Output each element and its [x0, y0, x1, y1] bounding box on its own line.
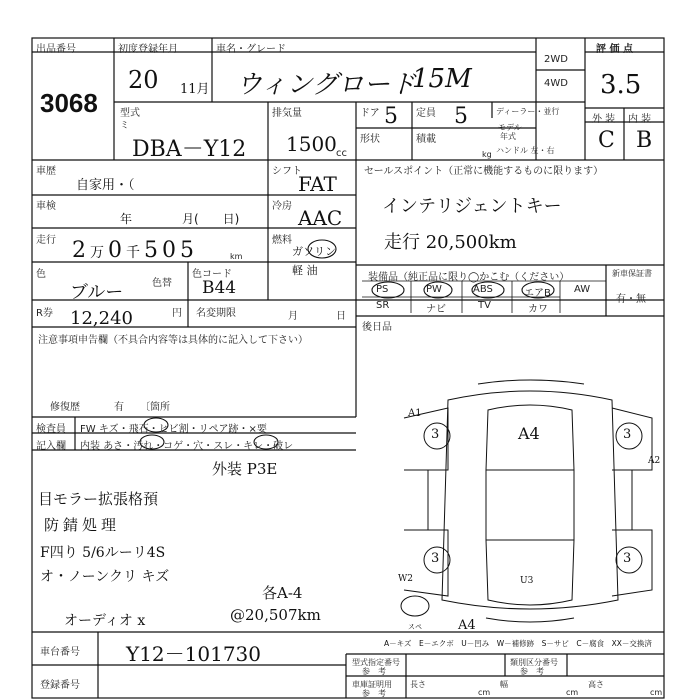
diagram-a2: A2: [648, 456, 661, 466]
equip-kawa: カワ: [528, 304, 548, 315]
interior-scuff: スレ: [213, 441, 234, 452]
diagram-a4-top: A4: [518, 424, 540, 443]
interior-sep: ・: [123, 441, 134, 452]
equipment-label: 装備品（純正品に限り◯かこむ（ください）: [368, 272, 570, 283]
height-label: 高さ: [588, 680, 604, 689]
notes-label: 注意事項申告欄（不具合内容等は具体的に記入して下さい）: [38, 335, 308, 346]
fuel-label: 燃料: [272, 235, 292, 246]
diagram-spare: スペ: [408, 623, 422, 631]
repair-part: 〔箇所: [140, 402, 170, 413]
name-change-day: 日: [336, 311, 346, 322]
doors-label: ドア: [360, 108, 380, 119]
mileage-man: 万: [90, 245, 108, 261]
exterior-grade: C: [598, 128, 615, 153]
note-4: オ・ノーンクリ キズ: [40, 569, 170, 585]
mileage-label: 走行: [36, 235, 56, 246]
kg-unit: kg: [482, 150, 492, 159]
sales-line-2: 走行 20,500km: [384, 232, 517, 253]
model-label: 型式: [120, 108, 140, 119]
fw-stone-chip: 飛石: [128, 424, 149, 435]
interior-dirt: 汚れ: [133, 441, 154, 452]
category-label: 類別区分番号: [510, 658, 558, 667]
interior-mid: ・コゲ・穴・: [153, 441, 214, 452]
height-unit: cm: [650, 688, 663, 697]
history-label: 車歴: [36, 166, 56, 177]
fw-rest: ・ヒビ割・リペア跡・×要: [148, 424, 267, 435]
equip-sr: SR: [376, 300, 390, 311]
length-label: 長さ: [410, 680, 426, 689]
shape-label: 形状: [360, 134, 380, 145]
note-5: 各A-4: [262, 584, 303, 602]
equip-tv: TV: [478, 300, 491, 311]
note-1: 目モラー拡張格預: [38, 490, 159, 508]
lot-no-label: 出品番号: [36, 44, 76, 55]
reg-month: 11月: [180, 82, 210, 97]
repair-yes: 有: [114, 402, 124, 413]
name-change-label: 名変期限: [196, 308, 236, 319]
warranty-value: 有・無: [616, 294, 646, 305]
note-6: @20,507km: [230, 606, 321, 624]
capacity-value: 5: [454, 104, 468, 129]
damage-legend: A－キズ E－エクボ U－凹み W－補修跡 S－サビ C－腐食 XX－交換済: [384, 639, 652, 648]
fw-cell: FW: [80, 424, 96, 435]
recycle-amount: 12,240: [70, 308, 133, 329]
equip-airbag: エアB: [524, 288, 551, 299]
handle-label: ハンドル 左・右: [496, 146, 555, 155]
color-code-label: 色コード: [192, 269, 232, 280]
diagram-u3: U3: [520, 576, 534, 586]
doors-value: 5: [384, 104, 398, 129]
score-value: 3.5: [600, 70, 642, 100]
mileage-digit-4: 0: [162, 238, 180, 263]
warranty-label: 新車保証書: [612, 269, 652, 278]
inspection-month: 月( 日): [182, 212, 240, 226]
inspector-label: 検査員: [36, 424, 66, 435]
mileage-digit-1: 2: [72, 238, 90, 263]
load-label: 積載: [416, 134, 436, 145]
history-value: 自家用・（: [76, 178, 135, 193]
exterior-note: 外装 P3E: [212, 460, 278, 478]
mileage-value: [72, 238, 198, 263]
reference-label-2: 参 考: [520, 667, 544, 676]
interior-label: 内 装: [628, 114, 652, 125]
cooler-value: AAC: [298, 206, 343, 230]
later-label: 後日品: [362, 322, 392, 333]
circled-mark-front-left: 3: [431, 427, 440, 442]
reference-label-3: 参 考: [362, 689, 386, 698]
fw-sep: ・: [118, 424, 129, 435]
capacity-label: 定員: [416, 108, 436, 119]
car-name-label: 車名・グレード: [216, 44, 286, 55]
model-year-label-2: 年式: [500, 132, 516, 141]
interior-cell: 内装: [80, 441, 100, 452]
sales-point-label: セールスポイント（正常に機能するものに限ります）: [364, 166, 604, 177]
note-7: オーディオ x: [64, 613, 146, 629]
width-unit: cm: [566, 688, 579, 697]
reference-label-1: 参 考: [362, 667, 386, 676]
color-value: ブルー: [70, 282, 124, 303]
fuel-diesel: 軽 油: [292, 264, 318, 277]
interior-wear: あさ: [103, 441, 124, 452]
circled-mark-front-right: 3: [623, 427, 632, 442]
circled-mark-rear-right: 3: [623, 551, 632, 566]
cc-unit: cc: [336, 148, 347, 159]
name-change-month: 月: [288, 311, 298, 322]
remarks-fw-row: [80, 420, 267, 435]
mileage-digit-2: 0: [108, 238, 126, 263]
fuel-gas: ガソリン: [292, 245, 336, 258]
first-reg-label: 初度登録年月: [118, 44, 178, 55]
km-unit: km: [230, 252, 243, 261]
recycle-label: R券: [36, 308, 53, 319]
vehicle-cert-label: 車庫証明用: [352, 680, 392, 689]
dealer-label: ディーラー・並行: [496, 107, 560, 116]
color-code-value: B44: [202, 278, 237, 298]
sales-line-1: インテリジェントキー: [382, 196, 562, 217]
chassis-label: 車台番号: [40, 647, 80, 658]
yen-unit: 円: [172, 308, 182, 319]
color-change-label: 色替: [152, 278, 172, 289]
displacement-label: 排気量: [272, 108, 302, 119]
chassis-number: Y12－101730: [126, 642, 261, 666]
model-prefix: ミ: [120, 121, 130, 131]
inspection-year: 年: [120, 212, 133, 226]
type-designation-label: 型式指定番号: [352, 658, 400, 667]
equip-abs: ABS: [473, 284, 493, 295]
equip-pw: PW: [426, 284, 442, 295]
lot-number: 3068: [40, 88, 98, 118]
equip-navi: ナビ: [426, 304, 446, 315]
circled-mark-rear-left: 3: [431, 551, 440, 566]
mileage-digit-3: 5: [144, 238, 162, 263]
shift-value: FAT: [298, 172, 337, 196]
model-value: DBA－Y12: [132, 137, 247, 162]
note-2: 防錆処理: [44, 516, 121, 534]
displacement-value: 1500: [286, 132, 337, 156]
drive-4wd: 4WD: [544, 78, 568, 89]
diagram-a4-bottom: A4: [458, 618, 476, 633]
mileage-sen: 千: [126, 245, 144, 261]
inspection-label: 車検: [36, 201, 56, 212]
car-name-value: ウィングロード: [236, 70, 416, 100]
cooler-label: 冷房: [272, 201, 292, 212]
interior-rest: ・キレ・破レ: [233, 441, 294, 452]
length-unit: cm: [478, 688, 491, 697]
grade-value: 15M: [412, 64, 472, 94]
model-year-label-1: モデル: [498, 123, 522, 132]
shift-label: シフト: [272, 166, 302, 177]
reg-no-label: 登録番号: [40, 680, 80, 691]
drive-2wd: 2WD: [544, 54, 568, 65]
width-label: 幅: [500, 680, 508, 689]
diagram-a1: A1: [408, 408, 422, 419]
color-label: 色: [36, 269, 46, 280]
interior-grade: B: [636, 128, 653, 153]
equip-ps: PS: [376, 284, 389, 295]
repair-history-label: 修復歴: [50, 402, 80, 413]
diagram-w2: W2: [398, 574, 413, 584]
score-label: 評 価 点: [596, 44, 633, 55]
mileage-digit-5: 5: [180, 238, 198, 263]
entry-label: 記入欄: [36, 441, 66, 452]
reg-year: 20: [128, 66, 159, 94]
remarks-interior-row: [80, 437, 293, 452]
note-3: F四り 5/6ルーリ4S: [40, 545, 166, 561]
equip-aw: AW: [574, 284, 591, 295]
exterior-label: 外 装: [592, 114, 616, 125]
fw-scratch: キズ: [98, 424, 119, 435]
